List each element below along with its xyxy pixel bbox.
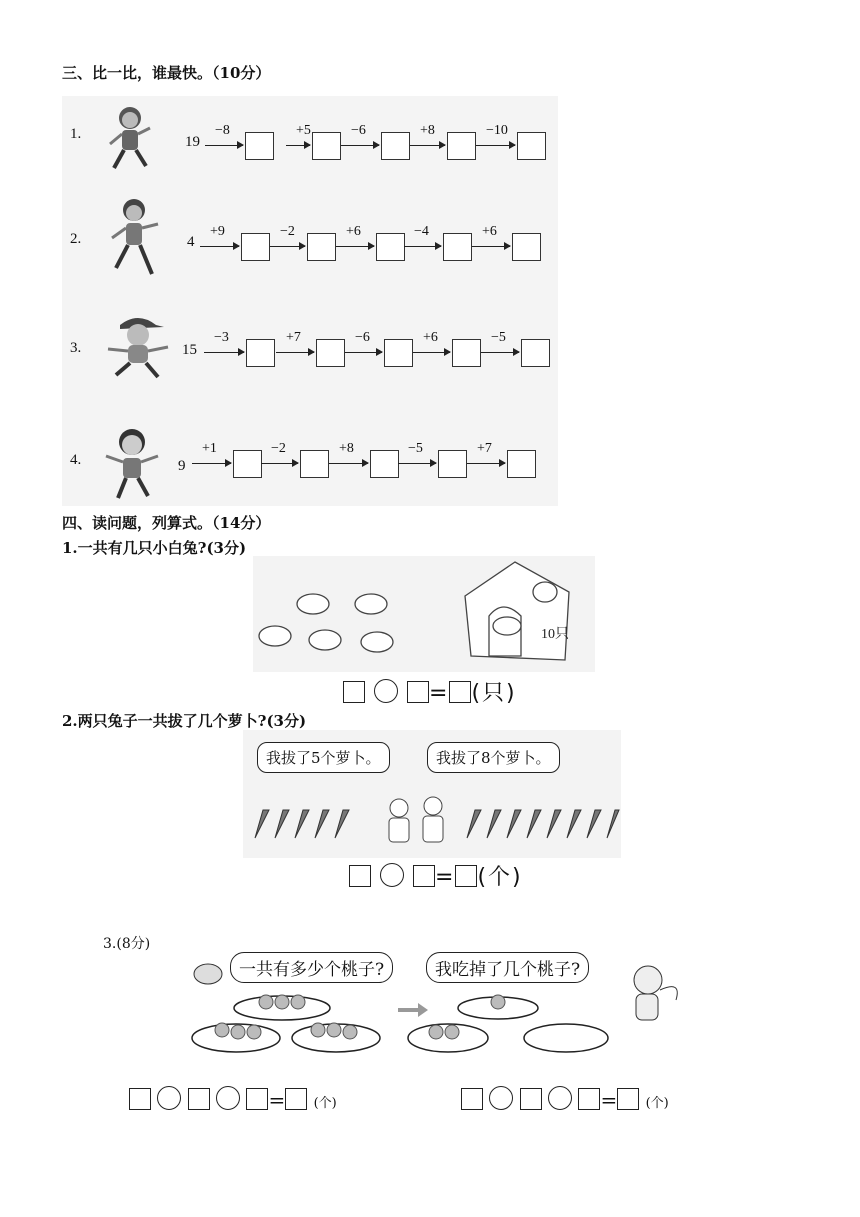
answer-box[interactable] — [452, 339, 481, 367]
operation-label: −3 — [214, 330, 229, 345]
answer-box[interactable] — [381, 132, 410, 160]
answer-box[interactable] — [455, 865, 477, 887]
chain-arrow — [404, 246, 441, 247]
operation-label: +9 — [210, 224, 225, 239]
answer-box[interactable] — [407, 681, 429, 703]
speech-bubble-right: 我吃掉了几个桃子? — [426, 952, 589, 983]
operation-label: +7 — [286, 330, 301, 345]
house-count-label: 10只 — [541, 627, 569, 642]
answer-box[interactable] — [413, 865, 435, 887]
row-number: 4. — [70, 452, 82, 468]
chain-arrow — [276, 352, 314, 353]
operation-label: +6 — [423, 330, 438, 345]
operation-label: −6 — [355, 330, 370, 345]
row-number: 3. — [70, 340, 82, 356]
q3-unit-left: (个) — [313, 1096, 337, 1111]
answer-box[interactable] — [246, 339, 275, 367]
q2-unit: (个) — [477, 865, 523, 890]
answer-box[interactable] — [617, 1088, 639, 1110]
start-number: 15 — [182, 342, 197, 358]
q2-equation: = (个) — [349, 860, 523, 891]
operation-label: −5 — [408, 441, 423, 456]
operation-label: +8 — [339, 441, 354, 456]
q1-unit: (只) — [471, 681, 517, 706]
chain-arrow — [476, 145, 515, 146]
answer-box[interactable] — [461, 1088, 483, 1110]
row-number: 1. — [70, 126, 82, 142]
row-number: 2. — [70, 231, 82, 247]
operation-label: +8 — [420, 123, 435, 138]
operator-circle[interactable] — [548, 1086, 572, 1110]
operator-circle[interactable] — [380, 863, 404, 887]
answer-box[interactable] — [316, 339, 345, 367]
q3-equation-right: = (个) — [461, 1086, 669, 1112]
carrots-image — [243, 730, 621, 858]
chain-arrow — [472, 246, 510, 247]
answer-box[interactable] — [246, 1088, 268, 1110]
chain-arrow — [270, 246, 305, 247]
operator-circle[interactable] — [489, 1086, 513, 1110]
answer-box[interactable] — [443, 233, 472, 261]
operation-label: −5 — [491, 330, 506, 345]
answer-box[interactable] — [447, 132, 476, 160]
chain-arrow — [205, 145, 243, 146]
q1-equation: = (只) — [343, 676, 517, 707]
chain-arrow — [341, 145, 379, 146]
q2-title: 2.两只兔子一共拔了几个萝卜?(3分) — [62, 712, 307, 730]
answer-box[interactable] — [507, 450, 536, 478]
operator-circle[interactable] — [157, 1086, 181, 1110]
q3-title: 3.(8分) — [103, 936, 151, 952]
chain-arrow — [398, 463, 436, 464]
running-boy-icon — [102, 196, 167, 281]
plates-and-peaches-icon — [186, 950, 696, 1060]
operation-label: −8 — [215, 123, 230, 138]
section4-title: 四、读问题，列算式。（14分） — [62, 514, 271, 532]
operation-label: +6 — [346, 224, 361, 239]
q3-unit-right: (个) — [645, 1096, 669, 1111]
answer-box[interactable] — [233, 450, 262, 478]
running-boy-icon — [102, 104, 157, 176]
running-boy-icon — [102, 426, 162, 504]
operation-label: −4 — [414, 224, 429, 239]
answer-box[interactable] — [188, 1088, 210, 1110]
start-number: 9 — [178, 458, 186, 474]
answer-box[interactable] — [245, 132, 274, 160]
answer-box[interactable] — [312, 132, 341, 160]
answer-box[interactable] — [521, 339, 550, 367]
peaches-image — [186, 950, 696, 1060]
operation-label: +1 — [202, 441, 217, 456]
chain-arrow — [329, 463, 368, 464]
operation-label: −6 — [351, 123, 366, 138]
rabbits-and-house-image — [253, 556, 595, 672]
answer-box[interactable] — [449, 681, 471, 703]
answer-box[interactable] — [349, 865, 371, 887]
running-boy-cap-icon — [102, 313, 174, 383]
operation-label: +5 — [296, 123, 311, 138]
chain-arrow — [345, 352, 382, 353]
chain-arrow — [481, 352, 519, 353]
speech-bubble-right: 我拔了8个萝卜。 — [427, 742, 560, 773]
q3-equation-left: = (个) — [129, 1086, 337, 1112]
operator-circle[interactable] — [216, 1086, 240, 1110]
answer-box[interactable] — [578, 1088, 600, 1110]
section3-title: 三、比一比，谁最快。（10分） — [62, 64, 271, 82]
chain-arrow — [410, 145, 445, 146]
operation-label: +6 — [482, 224, 497, 239]
answer-box[interactable] — [343, 681, 365, 703]
answer-box[interactable] — [307, 233, 336, 261]
speech-bubble-left: 一共有多少个桃子? — [230, 952, 393, 983]
answer-box[interactable] — [384, 339, 413, 367]
chain-arrow — [261, 463, 298, 464]
carrots-and-rabbits-icon — [243, 790, 621, 858]
operator-circle[interactable] — [374, 679, 398, 703]
start-number: 19 — [185, 134, 200, 150]
chain-arrow — [200, 246, 239, 247]
q1-title: 1.一共有几只小白兔?(3分) — [62, 539, 247, 557]
answer-box[interactable] — [285, 1088, 307, 1110]
operation-label: −2 — [271, 441, 286, 456]
chain-arrow — [204, 352, 244, 353]
operation-label: −10 — [486, 123, 508, 138]
answer-box[interactable] — [512, 233, 541, 261]
answer-box[interactable] — [520, 1088, 542, 1110]
answer-box[interactable] — [438, 450, 467, 478]
chain-arrow — [467, 463, 505, 464]
answer-box[interactable] — [517, 132, 546, 160]
chain-arrow — [413, 352, 450, 353]
answer-box[interactable] — [241, 233, 270, 261]
answer-box[interactable] — [376, 233, 405, 261]
chain-arrow — [286, 145, 310, 146]
speech-bubble-left: 我拔了5个萝卜。 — [257, 742, 390, 773]
race-row — [62, 328, 558, 388]
chain-arrow — [192, 463, 231, 464]
answer-box[interactable] — [300, 450, 329, 478]
operation-label: +7 — [477, 441, 492, 456]
answer-box[interactable] — [370, 450, 399, 478]
chain-arrow — [336, 246, 374, 247]
answer-box[interactable] — [129, 1088, 151, 1110]
start-number: 4 — [187, 234, 195, 250]
operation-label: −2 — [280, 224, 295, 239]
